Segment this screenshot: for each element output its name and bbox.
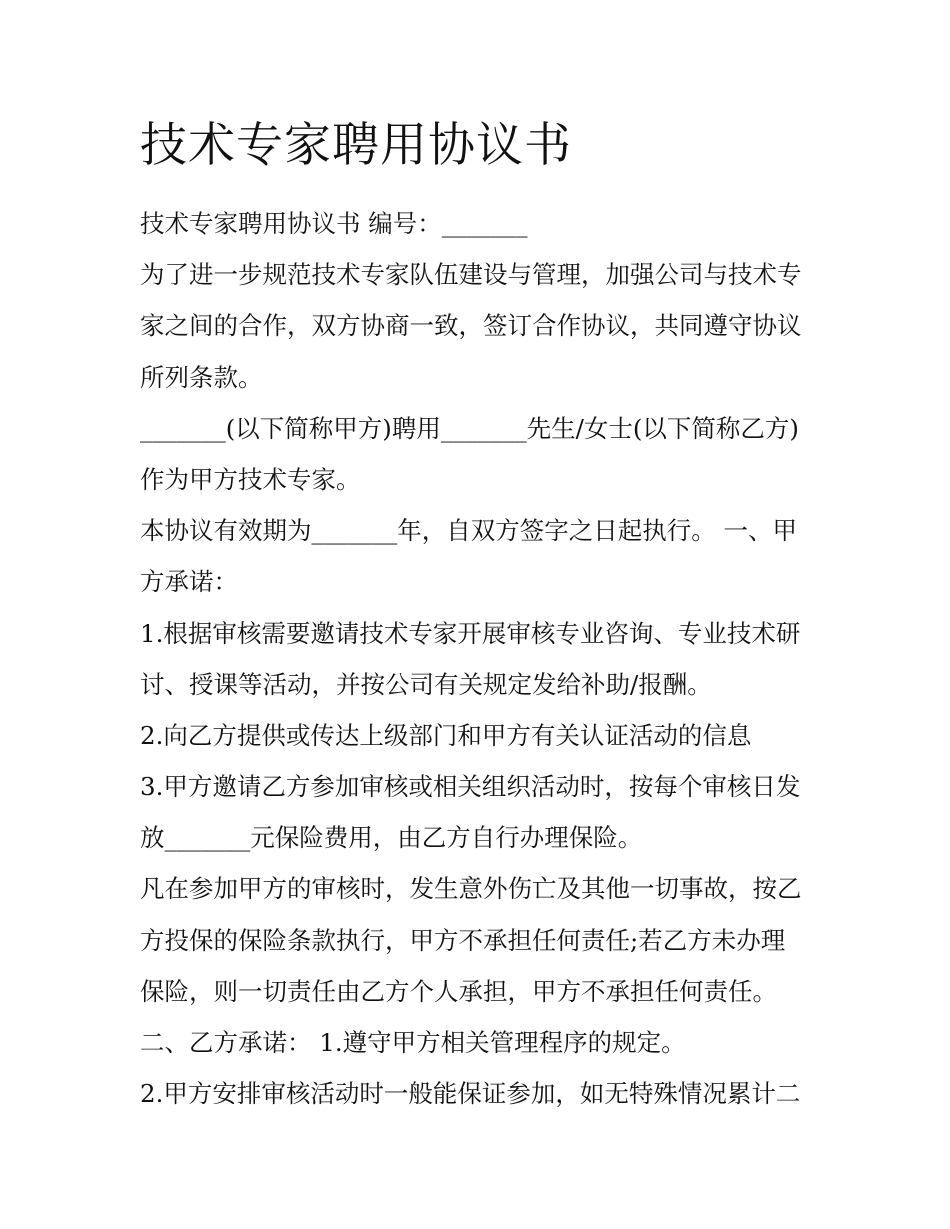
party-a-clause-1-line-1: 1.根据审核需要邀请技术专家开展审核专业咨询、专业技术研 bbox=[140, 618, 801, 648]
liability-line-2: 方投保的保险条款执行，甲方不承担任何责任;若乙方未办理 bbox=[140, 925, 786, 955]
party-a-clause-3-line-1: 3.甲方邀请乙方参加审核或相关组织活动时，按每个审核日发 bbox=[140, 772, 801, 802]
party-a-clause-3-line-2: 放_______元保险费用，由乙方自行办理保险。 bbox=[140, 823, 643, 853]
parties-line-1: _______(以下简称甲方)聘用_______先生/女士(以下简称乙方) bbox=[140, 413, 799, 443]
preamble-line-3: 所列条款。 bbox=[140, 362, 263, 392]
liability-line-3: 保险，则一切责任由乙方个人承担，甲方不承担任何责任。 bbox=[140, 976, 777, 1006]
party-a-clause-2: 2.向乙方提供或传达上级部门和甲方有关认证活动的信息 bbox=[140, 720, 752, 750]
contract-number-line: 技术专家聘用协议书 编号：_______ bbox=[140, 209, 528, 238]
document-body bbox=[140, 198, 820, 1119]
party-a-clause-1-line-2: 讨、授课等活动，并按公司有关规定发给补助/报酬。 bbox=[140, 669, 712, 699]
preamble-line-1: 为了进一步规范技术专家队伍建设与管理，加强公司与技术专 bbox=[140, 260, 802, 290]
parties-line-2: 作为甲方技术专家。 bbox=[140, 464, 361, 494]
preamble-line-2: 家之间的合作，双方协商一致，签订合作协议，共同遵守协议 bbox=[140, 311, 802, 341]
validity-line-2: 方承诺： bbox=[140, 567, 238, 597]
party-b-clause-1: 二、乙方承诺： 1.遵守甲方相关管理程序的规定。 bbox=[140, 1028, 686, 1057]
liability-line-1: 凡在参加甲方的审核时，发生意外伤亡及其他一切事故，按乙 bbox=[140, 874, 802, 904]
document-title: 技术专家聘用协议书 bbox=[140, 118, 572, 173]
validity-line-1: 本协议有效期为_______年，自双方签字之日起执行。 一、甲 bbox=[140, 516, 798, 546]
party-b-clause-2-line-1: 2.甲方安排审核活动时一般能保证参加，如无特殊情况累计二 bbox=[140, 1079, 801, 1109]
